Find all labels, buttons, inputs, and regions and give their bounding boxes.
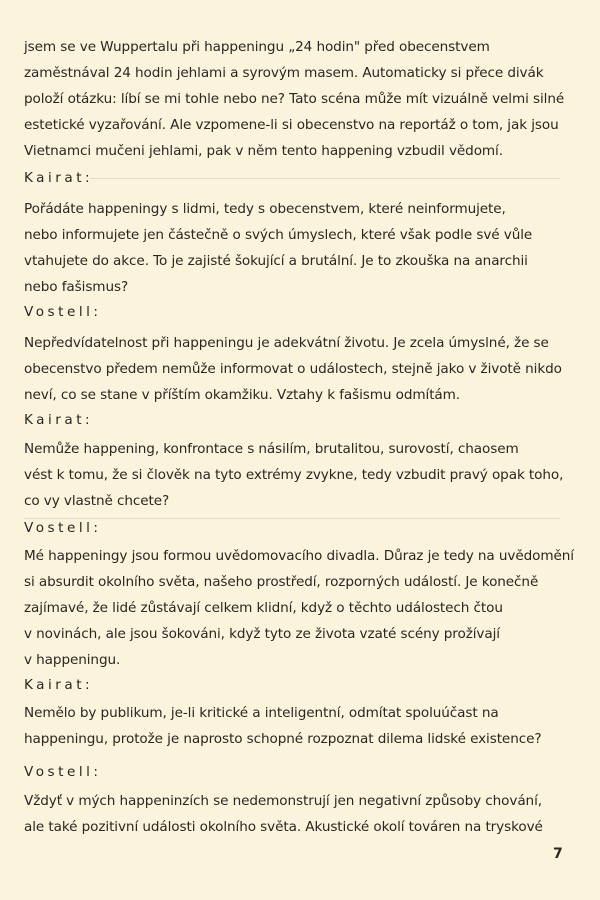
paragraph — [24, 34, 564, 164]
text-line: neví, co se stane v příštím okamžiku. Vztahy k fašismu odmítám. — [24, 387, 461, 403]
ghost-rule — [90, 178, 560, 179]
paragraph — [24, 788, 564, 840]
paragraph — [24, 700, 564, 752]
text-line: Vždyť v mých happeninzích se nedemonstrují jen negativní způsoby chování, — [24, 793, 542, 809]
speaker-label: Vostell: — [24, 304, 102, 320]
text-line: v novinách, ale jsou šokováni, když tyto ze života vzaté scény prožívají — [24, 626, 500, 642]
text-line: Vietnamci mučeni jehlami, pak v něm tento happening vzbudil vědomí. — [24, 143, 503, 159]
text-line: ale také pozitivní události okolního světa. Akustické okolí továren na tryskové — [24, 819, 543, 835]
paragraph — [24, 436, 564, 514]
text-line: v happeningu. — [24, 652, 121, 668]
text-line: Nemůže happening, konfrontace s násilím, brutalitou, surovostí, chaosem — [24, 441, 519, 457]
text-line: vtahujete do akce. To je zajisté šokující a brutální. Je to zkouška na anarchii — [24, 253, 528, 269]
text-line: co vy vlastně chcete? — [24, 493, 170, 509]
paragraph — [24, 196, 564, 300]
speaker-label: Kairat: — [24, 412, 94, 428]
speaker-label: Vostell: — [24, 520, 102, 536]
text-line: estetické vyzařování. Ale vzpomene-li si obecenstvo na reportáž o tom, jak jsou — [24, 117, 559, 133]
speaker-label: Kairat: — [24, 677, 94, 693]
text-line: si absurdit okolního světa, našeho prostředí, rozporných událostí. Je konečně — [24, 574, 539, 590]
ghost-rule — [24, 518, 560, 519]
text-line: položí otázku: líbí se mi tohle nebo ne? Tato scéna může mít vizuálně velmi silné — [24, 91, 565, 107]
text-line: jsem se ve Wuppertalu při happeningu „24 hodin" před obecenstvem — [24, 39, 490, 55]
text-line: obecenstvo předem nemůže informovat o událostech, stejně jako v životě nikdo — [24, 361, 562, 377]
speaker-label: Kairat: — [24, 170, 94, 186]
page-number: 7 — [553, 846, 563, 862]
text-line: vést k tomu, že si člověk na tyto extrémy zvykne, tedy vzbudit pravý opak toho, — [24, 467, 564, 483]
text-line: nebo fašismus? — [24, 279, 129, 295]
text-line: Nepředvídatelnost při happeningu je adekvátní životu. Je zcela úmyslné, že se — [24, 335, 549, 351]
text-line: zaměstnával 24 hodin jehlami a syrovým masem. Automaticky si přece divák — [24, 65, 544, 81]
text-line: Mé happeningy jsou formou uvědomovacího divadla. Důraz je tedy na uvědomění — [24, 548, 574, 564]
text-line: Pořádáte happeningy s lidmi, tedy s obecenstvem, které neinformujete, — [24, 201, 506, 217]
text-line: nebo informujete jen částečně o svých úmyslech, které však podle své vůle — [24, 227, 533, 243]
paragraph — [24, 543, 574, 673]
text-line: happeningu, protože je naprosto schopné rozpoznat dilema lidské existence? — [24, 731, 542, 747]
text-line: zajímavé, že lidé zůstávají celkem klidní, když o těchto událostech čtou — [24, 600, 503, 616]
text-line: Nemělo by publikum, je-li kritické a inteligentní, odmítat spoluúčast na — [24, 705, 499, 721]
paragraph — [24, 330, 564, 408]
speaker-label: Vostell: — [24, 764, 102, 780]
